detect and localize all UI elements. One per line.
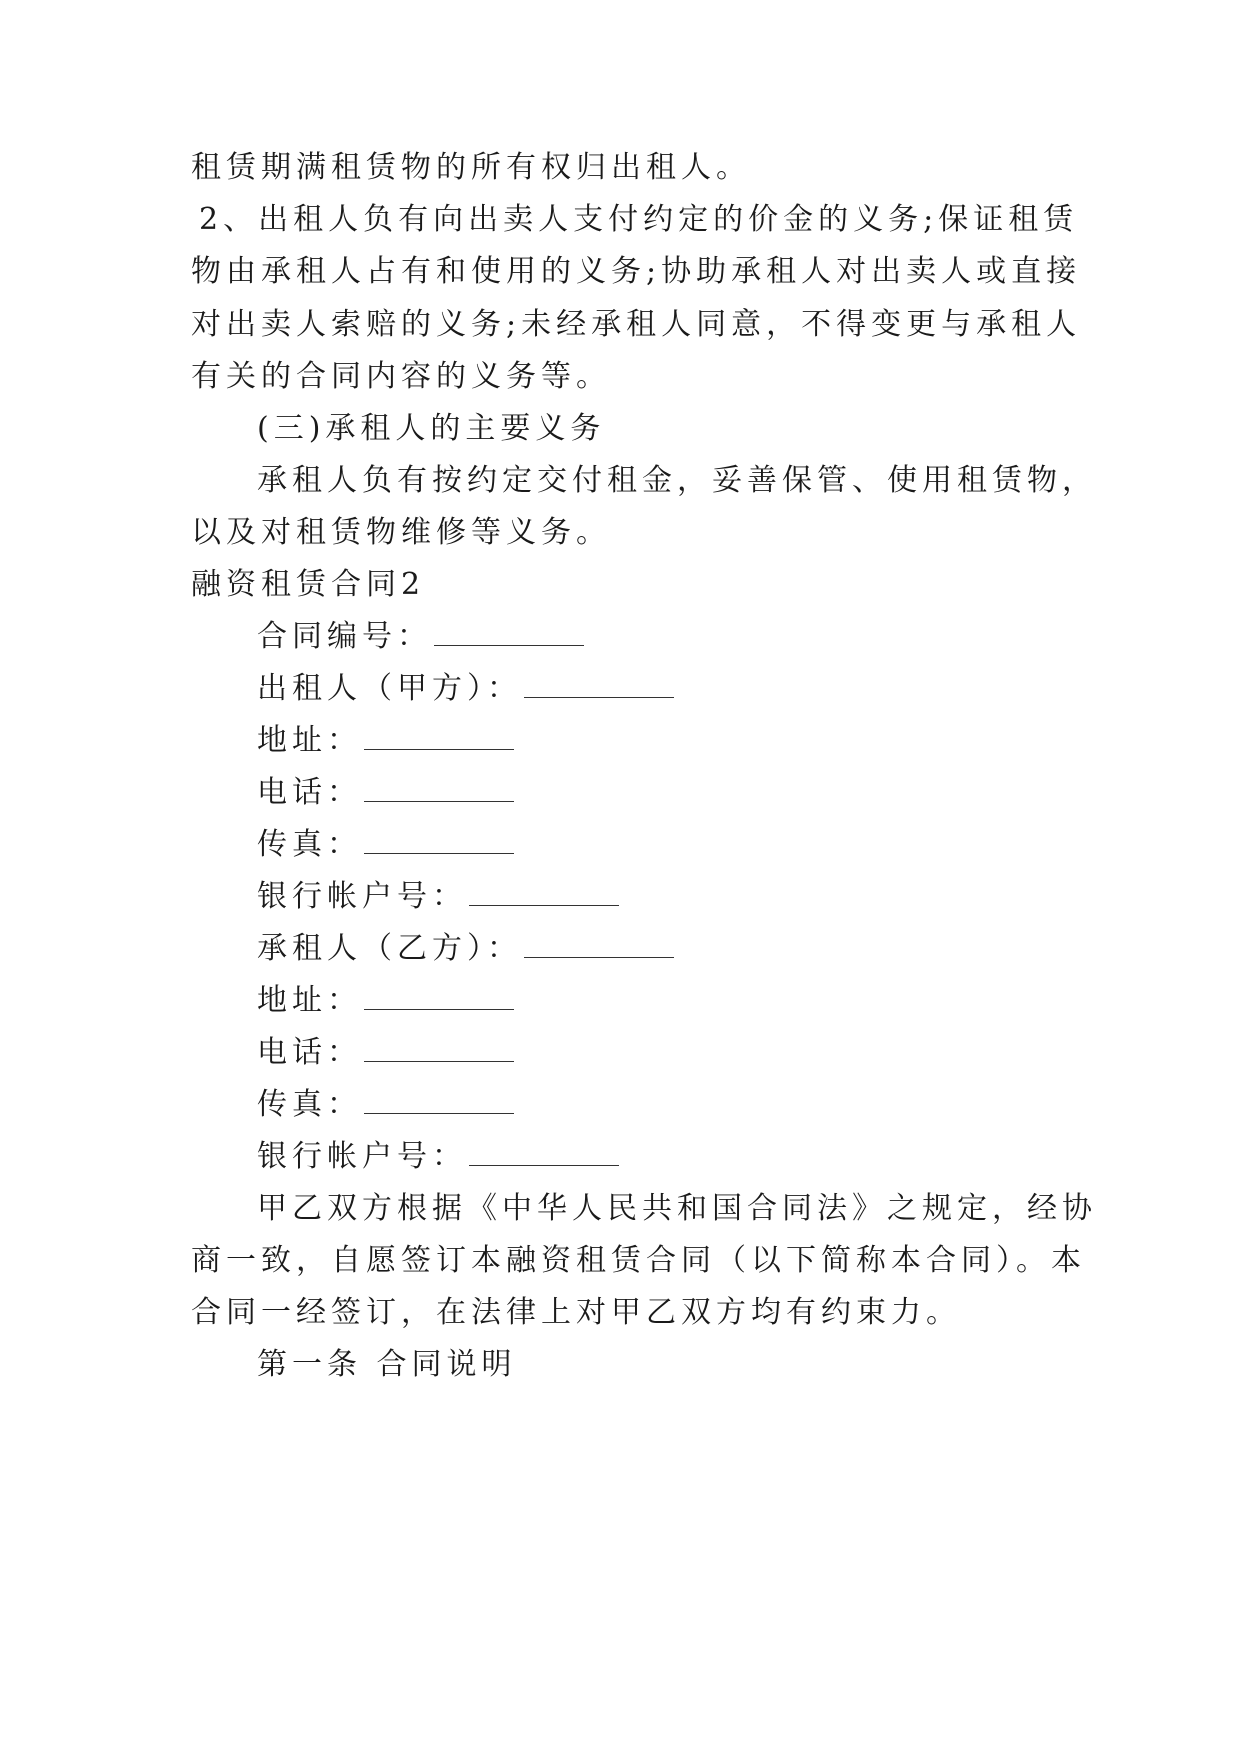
field-blank[interactable] [524,931,674,958]
form-field [257,617,584,657]
field-label: 传真： [257,827,362,862]
field-label: 合同编号： [257,619,432,654]
field-blank[interactable] [469,1139,619,1166]
text-line: 有关的合同内容的义务等。 [191,359,611,394]
field-blank[interactable] [364,775,514,802]
text-line: 对出卖人索赔的义务;未经承租人同意，不得变更与承租人 [191,307,1082,342]
text-line: 2、出租人负有向出卖人支付约定的价金的义务;保证租赁 [199,202,1079,237]
field-blank[interactable] [364,1035,514,1062]
document-title: 融资租赁合同2 [191,567,426,602]
text-line: 以及对租赁物维修等义务。 [191,515,611,550]
field-blank[interactable] [364,1087,514,1114]
form-field [257,877,619,917]
field-label: 电话： [257,1035,362,1070]
text-line: 物由承租人占有和使用的义务;协助承租人对出卖人或直接 [191,254,1082,289]
form-field [257,1033,514,1073]
form-field [257,825,514,865]
field-label: 地址： [257,723,362,758]
field-label: 传真： [257,1087,362,1122]
section-heading: (三)承租人的主要义务 [257,411,606,446]
field-label: 银行帐户号： [257,1139,467,1174]
field-blank[interactable] [364,723,514,750]
form-field [257,669,674,709]
field-blank[interactable] [524,671,674,698]
field-label: 银行帐户号： [257,879,467,914]
field-blank[interactable] [469,879,619,906]
form-field [257,721,514,761]
form-field [257,1137,619,1177]
form-field [257,929,674,969]
text-line: 商一致，自愿签订本融资租赁合同（以下简称本合同）。本 [191,1243,1086,1278]
article-heading: 第一条 合同说明 [257,1347,517,1382]
field-label: 地址： [257,983,362,1018]
field-blank[interactable] [364,983,514,1010]
text-line: 租赁期满租赁物的所有权归出租人。 [191,150,751,185]
text-line: 承租人负有按约定交付租金，妥善保管、使用租赁物， [257,463,1097,498]
field-blank[interactable] [434,619,584,646]
text-line: 甲乙双方根据《中华人民共和国合同法》之规定，经协 [257,1191,1097,1226]
field-blank[interactable] [364,827,514,854]
form-field [257,981,514,1021]
field-label: 承租人（乙方）： [257,931,522,966]
form-field [257,773,514,813]
form-field [257,1085,514,1125]
field-label: 电话： [257,775,362,810]
field-label: 出租人（甲方）： [257,671,522,706]
text-line: 合同一经签订，在法律上对甲乙双方均有约束力。 [191,1295,961,1330]
